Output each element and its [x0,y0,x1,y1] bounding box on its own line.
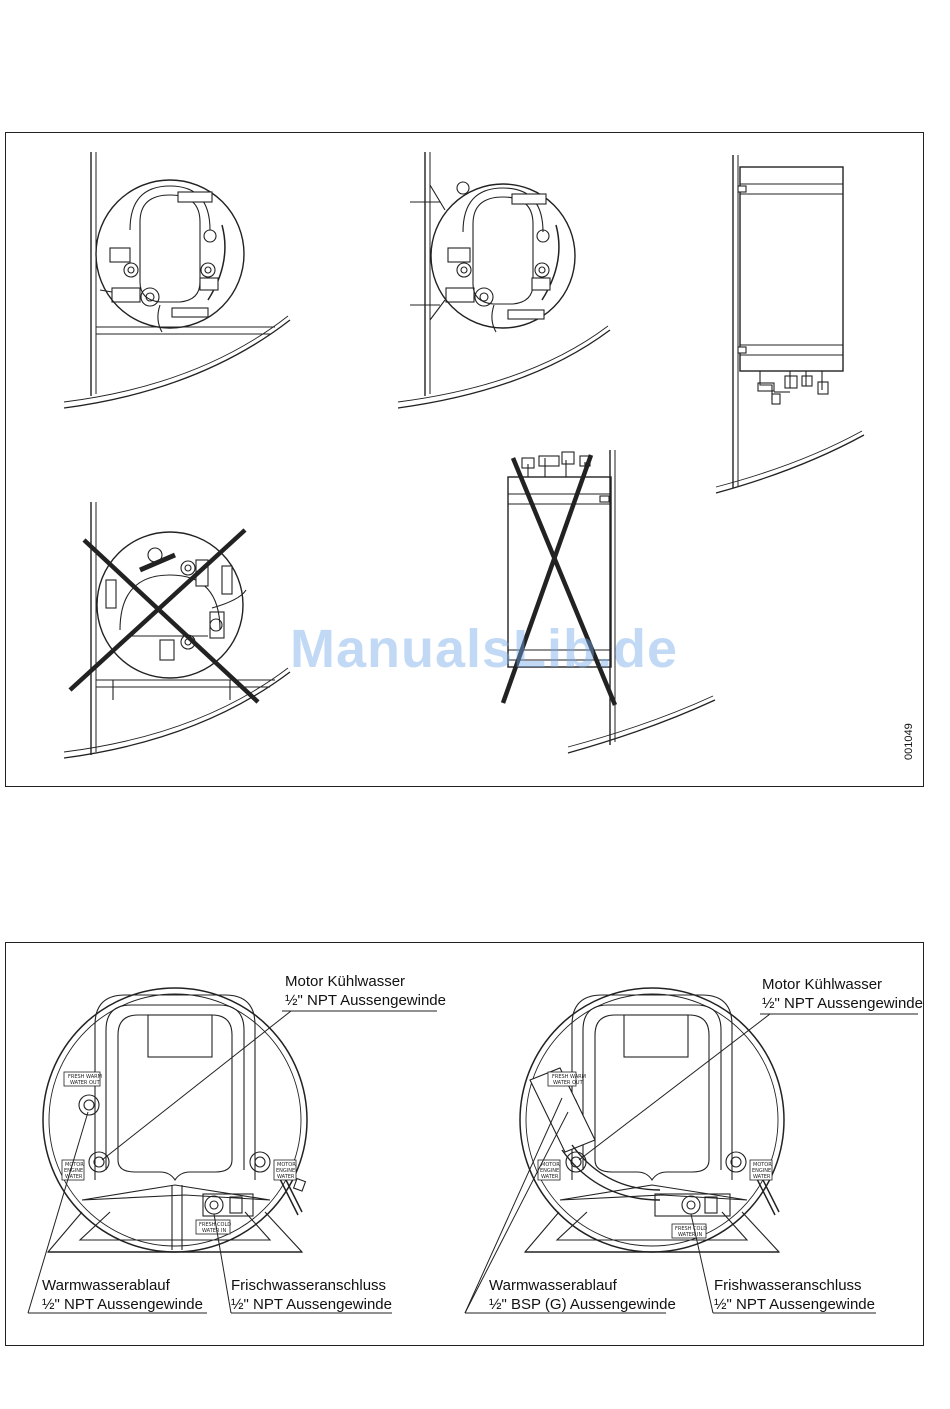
right-cold-inlet-title: Frishwasseranschluss [714,1277,862,1294]
right-hot-outlet-title: Warmwasserablauf [489,1277,617,1294]
left-engine-water-thread: ½" NPT Aussengewinde [285,992,446,1009]
left-cold-inlet-title: Frischwasseranschluss [231,1277,387,1294]
svg-text:WATER OUT: WATER OUT [70,1080,100,1086]
svg-text:WATER: WATER [65,1174,83,1180]
left-engine-water-title: Motor Kühlwasser [285,973,406,990]
svg-text:WATER: WATER [541,1174,559,1180]
svg-text:MOTOR: MOTOR [277,1162,296,1168]
right-leader-lines [465,1014,918,1313]
hot-out-tag-left: FRESH WARM [68,1074,102,1080]
svg-text:WATER: WATER [753,1174,771,1180]
svg-text:MOTOR: MOTOR [541,1162,560,1168]
left-hot-outlet-thread: ½" NPT Aussengewinde [42,1296,203,1313]
left-cold-inlet-thread: ½" NPT Aussengewinde [231,1296,392,1313]
svg-text:FRESH COLD: FRESH COLD [199,1222,232,1228]
svg-text:FRESH COLD: FRESH COLD [675,1226,708,1232]
watermark: ManualsLib.de [290,619,679,679]
svg-text:FRESH WARM: FRESH WARM [552,1074,586,1080]
svg-text:WATER OUT: WATER OUT [553,1080,583,1086]
svg-text:ENGINE: ENGINE [64,1168,84,1174]
svg-text:WATER: WATER [277,1174,295,1180]
figure-code: 001049 [903,723,915,760]
svg-text:MOTOR: MOTOR [753,1162,772,1168]
right-engine-water-thread: ½" NPT Aussengewinde [762,995,923,1012]
left-tank-drawing [43,988,307,1252]
svg-text:ENGINE: ENGINE [540,1168,560,1174]
svg-text:ENGINE: ENGINE [752,1168,772,1174]
left-hot-outlet-title: Warmwasserablauf [42,1277,170,1294]
svg-text:WATER IN: WATER IN [678,1232,703,1238]
right-engine-water-title: Motor Kühlwasser [762,976,883,993]
svg-text:WATER IN: WATER IN [202,1228,227,1234]
right-cold-inlet-thread: ½" NPT Aussengewinde [714,1296,875,1313]
svg-text:MOTOR: MOTOR [65,1162,84,1168]
svg-text:ENGINE: ENGINE [276,1168,296,1174]
right-hot-outlet-thread: ½" BSP (G) Aussengewinde [489,1296,676,1313]
right-tank-drawing [520,988,784,1252]
